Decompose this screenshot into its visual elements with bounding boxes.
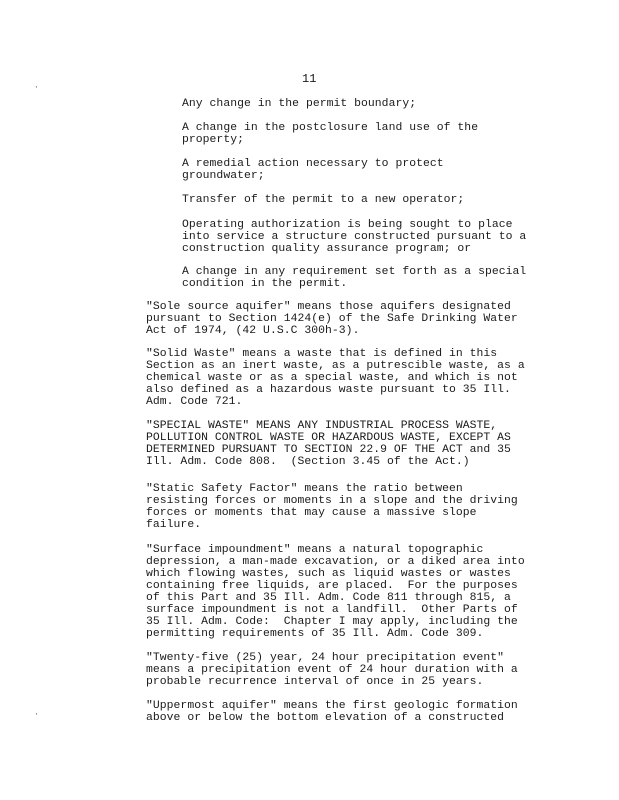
page-number: 11 [302,72,317,86]
definition-paragraph: "Sole source aquifer" means those aquifers designated pursuant to Section 1424(e) of the Safe Drinking Water Act of 1974, (42 U.S.C 300h-3). [146,301,518,337]
list-item: A change in the postclosure land use of the property; [182,122,479,146]
list-item: A change in any requirement set forth as a special condition in the permit. [182,266,527,290]
definition-paragraph: "Solid Waste" means a waste that is defined in this Section as an inert waste, as a putrescible waste, as a chemical waste or as a special waste, and which is not also defined as a hazardous waste pursuant to 35 Ill. Adm. Code 721. [146,348,525,408]
scan-mark: · [34,710,39,719]
definition-paragraph: "Uppermost aquifer" means the first geologic formation above or below the bottom elevation of a constructed [146,700,518,724]
list-item: Transfer of the permit to a new operator; [182,194,465,206]
definition-paragraph: "SPECIAL WASTE" MEANS ANY INDUSTRIAL PROCESS WASTE, POLLUTION CONTROL WASTE OR HAZARDOUS WASTE, EXCEPT AS DETERMINED PURSUANT TO SECTION 22.9 OF THE ACT and 35 Ill. Adm. Code 808. (Section 3.45 of the Act.) [146,420,511,468]
list-item: A remedial action necessary to protect groundwater; [182,158,444,182]
definition-paragraph: "Static Safety Factor" means the ratio between resisting forces or moments in a slope and the driving forces or moments that may cause a massive slope failure. [146,483,518,531]
list-item: Any change in the permit boundary; [182,98,417,110]
list-item: Operating authorization is being sought to place into service a structure constructed pursuant to a construction quality assurance program; or [182,219,527,255]
definition-paragraph: "Twenty-five (25) year, 24 hour precipitation event" means a precipitation event of 24 hour duration with a probable recurrence interval of once in 25 years. [146,652,518,688]
definition-paragraph: "Surface impoundment" means a natural topographic depression, a man-made excavation, or a diked area into which flowing wastes, such as liquid wastes or wastes containing free liquids, are placed. For the purposes of this Part and 35 Ill. Adm. Code 811 through 815, a surface impoundment is not a landfill. Other Parts of 35 Ill. Adm. Code: Chapter I may apply, including the permitting requirements of 35 Ill. Adm. Code 309. [146,544,525,640]
scan-mark: · [34,83,39,92]
